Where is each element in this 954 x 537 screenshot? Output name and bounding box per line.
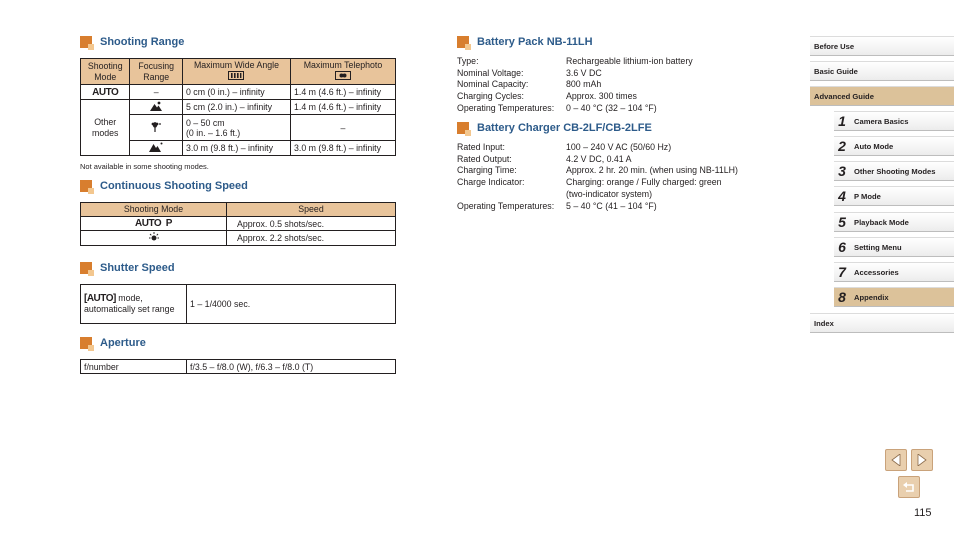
range-icon-cell — [130, 115, 183, 141]
spec-row: Type: Rechargeable lithium-ion battery — [457, 56, 693, 66]
nav-basic-guide[interactable]: Basic Guide — [810, 61, 954, 81]
section-bullet-icon — [80, 36, 92, 48]
aperture-value-cell: f/3.5 – f/8.0 (W), f/6.3 – f/8.0 (T) — [187, 360, 396, 374]
shutter-value-cell: 1 – 1/4000 sec. — [187, 285, 396, 324]
wide-cell: 0 – 50 cm (0 in. – 1.6 ft.) — [182, 115, 290, 141]
mode-auto-cell: AUTO — [81, 85, 130, 100]
col-shooting-mode: Shooting Mode — [81, 203, 227, 217]
shooting-range-heading — [80, 36, 184, 48]
nav-chapter-3[interactable]: 3 Other Shooting Modes — [834, 161, 954, 181]
spec-row: Operating Temperatures: 0 – 40 °C (32 – 104 °F) — [457, 102, 657, 113]
tele-cell: 3.0 m (9.8 ft.) – infinity — [290, 141, 395, 156]
continuous-heading — [80, 180, 248, 192]
nav-chapter-1[interactable]: 1 Camera Basics — [834, 111, 954, 131]
spec-row: Rated Input: 100 – 240 V AC (50/60 Hz) — [457, 142, 672, 152]
wide-cell: 0 cm (0 in.) – infinity — [182, 85, 290, 100]
charger-specs — [457, 142, 797, 212]
col-speed: Speed — [227, 203, 396, 217]
wide-cell: 5 cm (2.0 in.) – infinity — [182, 100, 290, 115]
mountain-flower-icon — [150, 101, 162, 111]
shutter-table — [80, 284, 396, 324]
spec-row: Rated Output: 4.2 V DC, 0.41 A — [457, 153, 632, 164]
col-focusing-range: Focusing Range — [130, 59, 183, 85]
nav-advanced-guide[interactable]: Advanced Guide — [810, 86, 954, 106]
arrow-left-icon — [891, 454, 901, 466]
mode-cell — [81, 231, 227, 246]
section-bullet-icon — [80, 262, 92, 274]
spec-row: Charging Time: Approx. 2 hr. 20 min. (when using NB-11LH) — [457, 165, 738, 176]
aperture-table — [80, 359, 396, 374]
col-max-tele: Maximum Telephoto — [290, 59, 395, 85]
aperture-label-cell: f/number — [81, 360, 187, 374]
continuous-table — [80, 202, 396, 246]
macro-icon — [149, 121, 163, 133]
tele-cell: – — [290, 115, 395, 141]
range-cell: – — [130, 85, 183, 100]
shutter-heading — [80, 262, 175, 274]
spec-row: Operating Temperatures: 5 – 40 °C (41 – 104 °F) — [457, 200, 657, 211]
next-page-button[interactable] — [911, 449, 933, 471]
shooting-range-title: Shooting Range — [100, 36, 185, 48]
shutter-mode-cell: [AUTO] mode, automatically set range — [81, 285, 187, 324]
aperture-title: Aperture — [100, 337, 146, 349]
nav-chapter-4[interactable]: 4 P Mode — [834, 186, 954, 206]
continuous-title: Continuous Shooting Speed — [100, 180, 248, 192]
nav-chapter-7[interactable]: 7 Accessories — [834, 262, 954, 282]
charger-heading — [457, 122, 652, 134]
tele-cell: 1.4 m (4.6 ft.) – infinity — [290, 100, 395, 115]
mode-cell: AUTO P — [81, 217, 227, 231]
mode-other-cell: Other modes — [81, 100, 130, 156]
nav-before-use[interactable]: Before Use — [810, 36, 954, 56]
col-max-wide: Maximum Wide Angle — [182, 59, 290, 85]
availability-note: Not available in some shooting modes. — [80, 162, 209, 171]
battery-title: Battery Pack NB-11LH — [477, 36, 593, 48]
range-icon-cell — [130, 100, 183, 115]
shutter-title: Shutter Speed — [100, 262, 175, 274]
return-icon — [902, 481, 916, 493]
low-light-icon — [149, 232, 159, 242]
tele-cell: 1.4 m (4.6 ft.) – infinity — [290, 85, 395, 100]
charger-title: Battery Charger CB-2LF/CB-2LFE — [477, 122, 652, 134]
section-bullet-icon — [80, 337, 92, 349]
spec-row: Charge Indicator: Charging: orange / Fully charged: green (two-indicator system) — [457, 177, 722, 199]
telephoto-icon — [335, 71, 351, 80]
col-shooting-mode: Shooting Mode — [81, 59, 130, 85]
nav-index[interactable]: Index — [810, 313, 954, 333]
aperture-heading — [80, 337, 146, 349]
battery-specs — [457, 56, 797, 115]
nav-chapter-2[interactable]: 2 Auto Mode — [834, 136, 954, 156]
arrow-right-icon — [917, 454, 927, 466]
mountain-star-icon — [149, 142, 163, 152]
spec-row: Nominal Voltage: 3.6 V DC — [457, 67, 602, 78]
battery-heading — [457, 36, 593, 48]
wide-cell: 3.0 m (9.8 ft.) – infinity — [182, 141, 290, 156]
prev-page-button[interactable] — [885, 449, 907, 471]
nav-chapter-5[interactable]: 5 Playback Mode — [834, 212, 954, 232]
return-button[interactable] — [898, 476, 920, 498]
wide-angle-icon — [228, 71, 244, 80]
nav-chapter-6[interactable]: 6 Setting Menu — [834, 237, 954, 257]
speed-cell: Approx. 0.5 shots/sec. — [227, 217, 396, 231]
spec-row: Nominal Capacity: 800 mAh — [457, 79, 602, 90]
section-bullet-icon — [80, 180, 92, 192]
shooting-range-table — [80, 58, 396, 156]
spec-row: Charging Cycles: Approx. 300 times — [457, 91, 637, 102]
section-bullet-icon — [457, 122, 469, 134]
speed-cell: Approx. 2.2 shots/sec. — [227, 231, 396, 246]
range-icon-cell — [130, 141, 183, 156]
page-number: 115 — [914, 507, 932, 519]
nav-chapter-8[interactable]: 8 Appendix — [834, 287, 954, 307]
section-bullet-icon — [457, 36, 469, 48]
